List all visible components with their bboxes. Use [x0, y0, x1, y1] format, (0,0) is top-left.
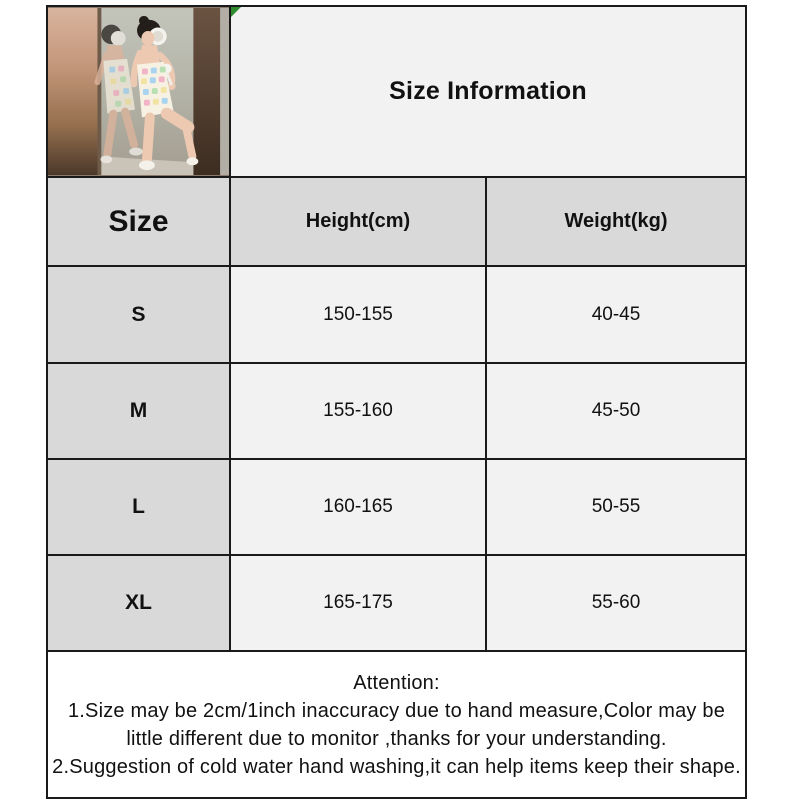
- size-information-table: [46, 5, 747, 799]
- attention-note-2: 2.Suggestion of cold water hand washing,it can help items keep their shape.: [52, 755, 741, 778]
- attention-row: [47, 651, 746, 798]
- table-header-row: [47, 177, 746, 266]
- page-title: Size Information: [389, 77, 587, 105]
- table-row-l: [47, 459, 746, 555]
- table-row-m: [47, 363, 746, 459]
- weight-value-xl: 55-60: [486, 555, 746, 651]
- height-value-xl: 165-175: [230, 555, 486, 651]
- size-label-s: S: [47, 266, 230, 363]
- size-chart-sheet: [46, 5, 747, 799]
- size-label-m: M: [47, 363, 230, 459]
- green-corner-flag-icon: [231, 7, 241, 17]
- weight-value-m: 45-50: [486, 363, 746, 459]
- title-cell: [230, 6, 746, 177]
- size-label-xl: XL: [47, 555, 230, 651]
- wood-panel: [193, 8, 221, 175]
- attention-note: [47, 651, 746, 798]
- product-photo: [48, 8, 229, 175]
- table-row-s: [47, 266, 746, 363]
- height-value-l: 160-165: [230, 459, 486, 555]
- attention-note-1: 1.Size may be 2cm/1inch inaccuracy due to hand measure,Color may be little different due to monitor ,thanks for your understanding.: [67, 699, 726, 750]
- title-row: [47, 6, 746, 177]
- size-label-l: L: [47, 459, 230, 555]
- weight-value-s: 40-45: [486, 266, 746, 363]
- product-photo-cell: [47, 6, 230, 177]
- product-photo-illustration: [48, 8, 229, 175]
- bronze-panel: [48, 8, 99, 175]
- column-header-weight: Weight(kg): [486, 177, 746, 266]
- table-row-xl: [47, 555, 746, 651]
- height-value-m: 155-160: [230, 363, 486, 459]
- attention-label: Attention:: [353, 671, 440, 694]
- column-header-size: Size: [47, 177, 230, 266]
- weight-value-l: 50-55: [486, 459, 746, 555]
- height-value-s: 150-155: [230, 266, 486, 363]
- column-header-height: Height(cm): [230, 177, 486, 266]
